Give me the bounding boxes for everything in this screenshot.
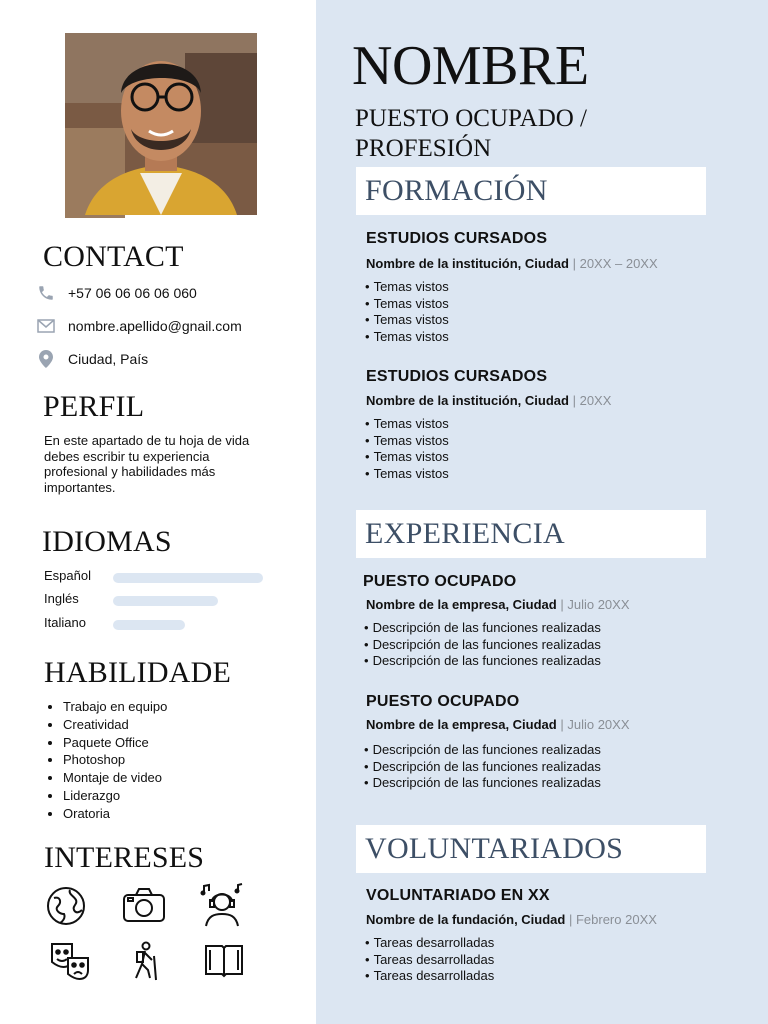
language-level-bar: [113, 573, 263, 583]
entry-institution: Nombre de la fundación, Ciudad: [366, 912, 566, 927]
idiomas-heading: IDIOMAS: [42, 525, 172, 558]
formacion-header: [356, 167, 706, 215]
entry-bullet-item: • Temas vistos: [365, 296, 449, 313]
experiencia-heading: EXPERIENCIA: [365, 517, 565, 550]
perfil-heading: PERFIL: [43, 390, 145, 423]
globe-icon: [44, 884, 88, 928]
profile-photo-illustration: [65, 33, 257, 215]
profile-photo: [65, 33, 257, 215]
skill-item: • Liderazgo: [63, 787, 167, 805]
phone-icon: [36, 284, 56, 302]
entry-bullets: [364, 620, 601, 670]
entry-subtitle: [366, 912, 657, 927]
entry-title: ESTUDIOS CURSADOS: [366, 368, 548, 385]
language-label: Italiano: [44, 615, 86, 630]
theater-masks-icon: [48, 940, 92, 984]
skill-item: • Montaje de video: [63, 769, 167, 787]
contact-email-row: [36, 316, 242, 336]
language-level-bar: [113, 596, 218, 606]
entry-bullet-item: • Temas vistos: [365, 329, 449, 346]
language-label: Español: [44, 568, 91, 583]
music-headphones-icon: [200, 884, 244, 928]
entry-date: | 20XX: [572, 393, 612, 408]
entry-bullets: [365, 279, 449, 345]
camera-icon: [122, 884, 166, 928]
entry-subtitle: [366, 393, 611, 408]
entry-institution: Nombre de la institución, Ciudad: [366, 393, 569, 408]
entry-date: | 20XX – 20XX: [572, 256, 658, 271]
left-column: [0, 0, 316, 1024]
entry-date: | Febrero 20XX: [568, 912, 657, 927]
entry-bullet-item: • Descripción de las funciones realizadas: [364, 637, 601, 654]
language-level-bar: [113, 620, 185, 630]
skill-item: • Trabajo en equipo: [63, 698, 167, 716]
contact-phone-row: [36, 283, 197, 303]
entry-bullet-item: • Descripción de las funciones realizadas: [364, 759, 601, 776]
entry-bullets: [365, 935, 494, 985]
entry-title: ESTUDIOS CURSADOS: [366, 230, 548, 247]
entry-bullets: [365, 416, 449, 482]
entry-bullet-item: • Tareas desarrolladas: [365, 935, 494, 952]
candidate-role: PUESTO OCUPADO / PROFESIÓN: [355, 105, 588, 162]
contact-location-row: [36, 349, 148, 369]
entry-bullet-item: • Descripción de las funciones realizadas: [364, 742, 601, 759]
skill-item: • Creatividad: [63, 716, 167, 734]
contact-email[interactable]: nombre.apellido@gnail.com: [68, 318, 242, 334]
entry-subtitle: [366, 256, 658, 271]
entry-institution: Nombre de la empresa, Ciudad: [366, 717, 557, 732]
entry-bullet-item: • Temas vistos: [365, 312, 449, 329]
entry-date: | Julio 20XX: [560, 597, 630, 612]
entry-date: | Julio 20XX: [560, 717, 630, 732]
entry-bullet-item: • Descripción de las funciones realizadas: [364, 620, 601, 637]
entry-title: VOLUNTARIADO EN XX: [366, 887, 550, 904]
entry-bullet-item: • Tareas desarrolladas: [365, 968, 494, 985]
entry-bullets: [364, 742, 601, 792]
entry-bullet-item: • Tareas desarrolladas: [365, 952, 494, 969]
entry-bullet-item: • Descripción de las funciones realizadas: [364, 653, 601, 670]
skills-list: [44, 698, 167, 823]
entry-bullet-item: • Temas vistos: [365, 433, 449, 450]
skill-item: • Paquete Office: [63, 734, 167, 752]
entry-bullet-item: • Descripción de las funciones realizadas: [364, 775, 601, 792]
voluntariados-header: [356, 825, 706, 873]
habilidade-heading: HABILIDADE: [44, 656, 231, 689]
entry-institution: Nombre de la institución, Ciudad: [366, 256, 569, 271]
entry-bullet-item: • Temas vistos: [365, 466, 449, 483]
entry-subtitle: [366, 717, 630, 732]
language-label: Inglés: [44, 591, 79, 606]
email-icon: [36, 317, 56, 335]
entry-title: PUESTO OCUPADO: [363, 573, 517, 590]
entry-title: PUESTO OCUPADO: [366, 693, 520, 710]
contact-phone[interactable]: +57 06 06 06 06 060: [68, 285, 197, 301]
book-icon: [202, 940, 246, 984]
contact-location: Ciudad, País: [68, 351, 149, 367]
entry-bullet-item: • Temas vistos: [365, 416, 449, 433]
entry-bullet-item: • Temas vistos: [365, 279, 449, 296]
skill-item: • Oratoria: [63, 805, 167, 823]
entry-subtitle: [366, 597, 630, 612]
intereses-heading: INTERESES: [44, 841, 205, 874]
perfil-text: En este apartado de tu hoja de vida debes escribir tu experiencia profesional y habilidades más importantes.: [44, 433, 250, 495]
skill-item: • Photoshop: [63, 751, 167, 769]
entry-institution: Nombre de la empresa, Ciudad: [366, 597, 557, 612]
candidate-name: NOMBRE: [352, 35, 589, 97]
experiencia-header: [356, 510, 706, 558]
formacion-heading: FORMACIÓN: [365, 174, 548, 207]
location-pin-icon: [36, 350, 56, 368]
contact-heading: CONTACT: [43, 240, 184, 273]
entry-bullet-item: • Temas vistos: [365, 449, 449, 466]
hiking-icon: [124, 940, 168, 984]
voluntariados-heading: VOLUNTARIADOS: [365, 832, 624, 865]
